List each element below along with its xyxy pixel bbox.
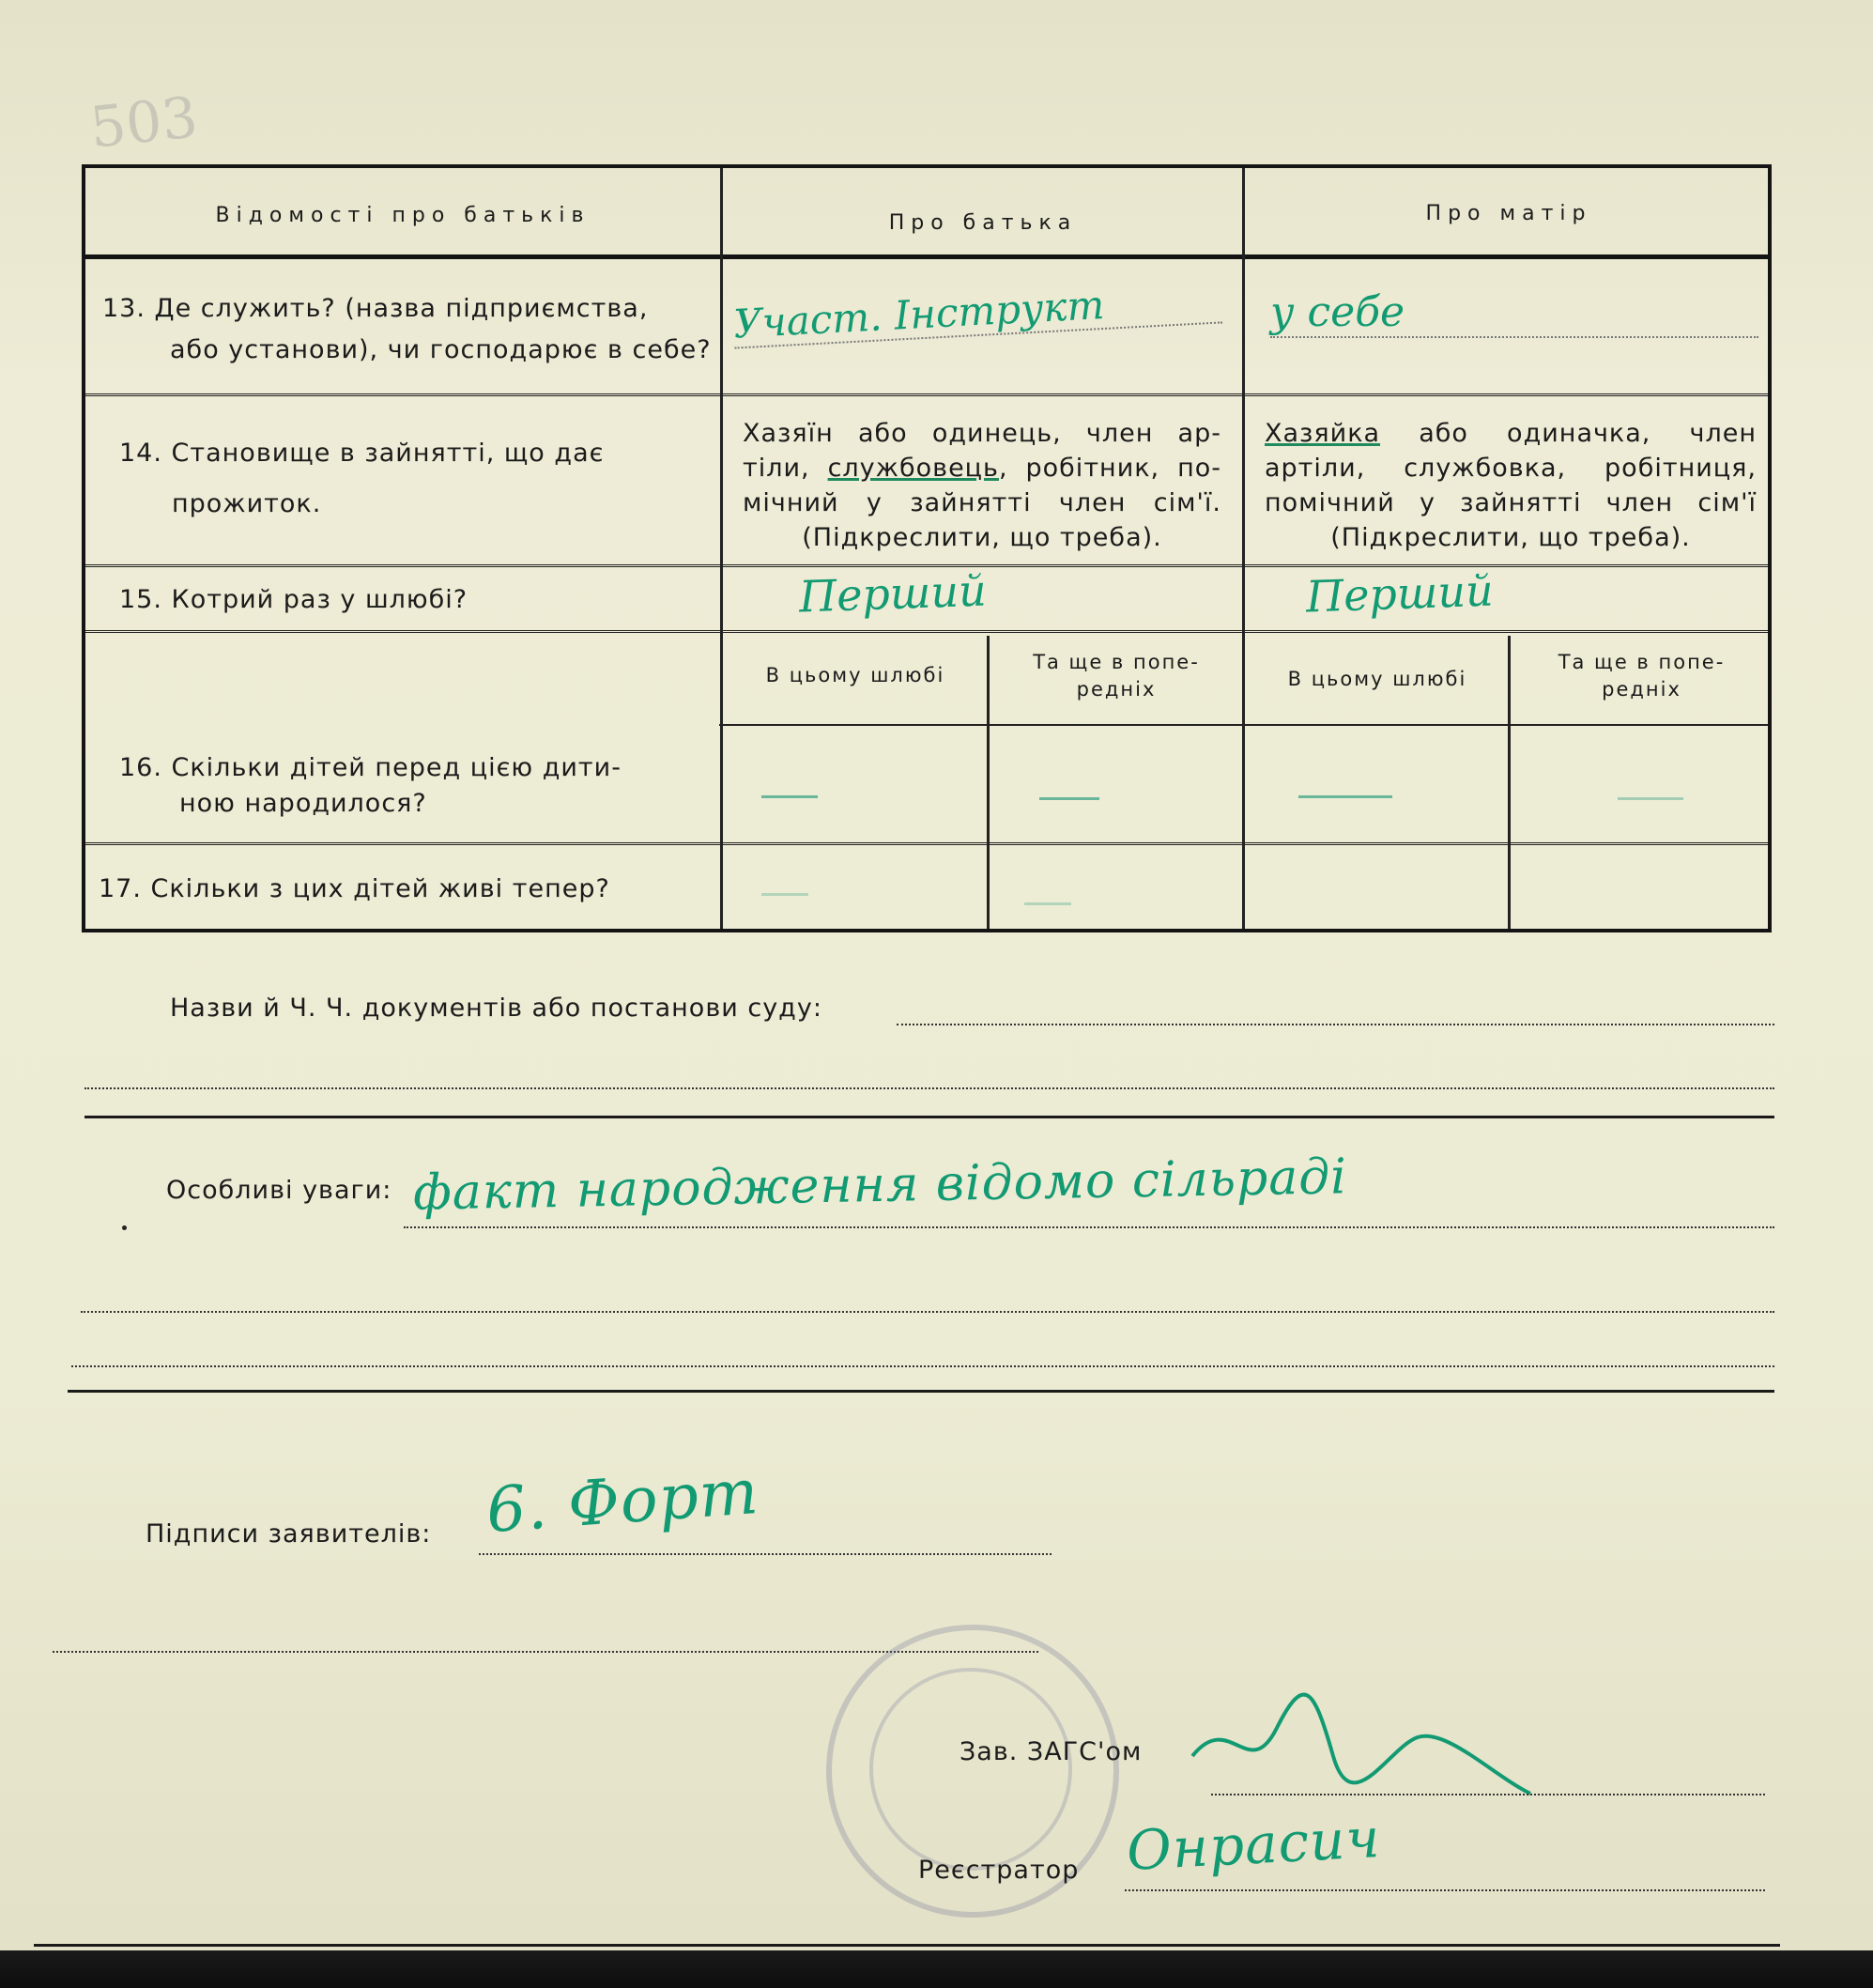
- q16-father-this-value: [761, 795, 818, 798]
- q16-label: [119, 750, 720, 822]
- header-father: Про батька: [888, 211, 1078, 235]
- remarks-field[interactable]: [404, 1226, 1774, 1228]
- registrar-signature: Онрасич: [1125, 1805, 1382, 1884]
- parents-info-table: [82, 164, 1772, 932]
- documents-field[interactable]: [897, 1024, 1774, 1025]
- q16-label-line2: ною народилося?: [179, 789, 427, 818]
- q14-label-line2: прожиток.: [172, 489, 322, 518]
- q14-father-options: [743, 416, 1221, 555]
- column-rule: [1242, 168, 1245, 929]
- q16-mother-previous-line1: Та ще в попе-: [1558, 651, 1726, 673]
- page-number: 503: [86, 85, 201, 162]
- q16-mother-previous-line2: редніх: [1602, 678, 1681, 701]
- q16-mother-this-marriage: В цьому шлюбі: [1287, 668, 1467, 690]
- section-rule: [68, 1390, 1774, 1393]
- remarks-field-line3[interactable]: [71, 1365, 1774, 1367]
- q14-label: [119, 433, 720, 525]
- applicants-signature-label: Підписи заявителів:: [146, 1519, 432, 1549]
- q15-label: 15. Котрий раз у шлюбі?: [119, 585, 468, 614]
- remarks-label: Особливі уваги:: [166, 1176, 392, 1205]
- ink-speck: [122, 1225, 127, 1230]
- documents-field-line2[interactable]: [84, 1087, 1774, 1089]
- q16-mother-previous: [1512, 649, 1772, 703]
- q14-mother-underlined: Хазяйка: [1265, 419, 1381, 448]
- row-rule: [85, 842, 1768, 848]
- q16-father-previous-value: [1039, 797, 1099, 800]
- q13-label-line2: або установи), чи господарює в себе?: [170, 335, 712, 364]
- q16-mother-this-value: [1298, 795, 1392, 798]
- q17-value: [761, 893, 808, 896]
- row-rule: [85, 630, 1768, 636]
- q14-father-before: Хазяїн або одинець, член ар-тіли,: [743, 419, 1221, 483]
- q16-mother-previous-value: [1618, 797, 1683, 800]
- bottom-rule: [34, 1944, 1780, 1947]
- header-mother: Про матір: [1425, 202, 1592, 225]
- column-rule: [720, 168, 723, 929]
- applicants-signature: 6. Форт: [484, 1455, 761, 1548]
- head-of-registry-label: Зав. ЗАГС'ом: [960, 1737, 1143, 1766]
- head-of-registry-field[interactable]: [1211, 1794, 1765, 1795]
- section-rule: [84, 1116, 1774, 1118]
- row-rule: [85, 393, 1768, 399]
- remarks-field-line2[interactable]: [81, 1311, 1774, 1313]
- q15-father-answer: Перший: [798, 564, 988, 623]
- q13-mother-answer: у себе: [1270, 288, 1758, 338]
- q17-value: [1024, 902, 1071, 905]
- registrar-label: Реєстратор: [918, 1856, 1080, 1885]
- q16-father-previous-line2: редніх: [1076, 678, 1157, 701]
- header-parents-info: Відомості про батьків: [215, 204, 591, 227]
- q13-label: [102, 288, 722, 371]
- q13-label-line1: 13. Де служить? (назва підприємства,: [102, 294, 649, 323]
- head-of-registry-signature: [1174, 1672, 1549, 1803]
- q16-father-this-marriage: В цьому шлюбі: [765, 664, 945, 686]
- q16-label-line1: 16. Скільки дітей перед цією дити-: [119, 753, 622, 782]
- applicants-signature-field[interactable]: [479, 1553, 1052, 1555]
- q14-label-line1: 14. Становище в зайнятті, що дає: [119, 439, 605, 468]
- q14-mother-options: [1265, 416, 1757, 555]
- column-rule: [987, 636, 990, 929]
- remarks-value: факт народження відомо сільраді: [412, 1148, 1348, 1222]
- q14-father-underlined: службовець: [827, 454, 999, 483]
- q16-father-previous: [990, 649, 1242, 703]
- q17-label: 17. Скільки з цих дітей живі тепер?: [99, 874, 610, 903]
- documents-label: Назви й Ч. Ч. документів або постанови суду:: [170, 994, 822, 1023]
- registrar-field[interactable]: [1125, 1889, 1765, 1891]
- q14-mother-after: або одиначка, член артіли, службовка, робітниця, помічний у зайнятті член сім'ї (Підкреслити, що треба).: [1265, 419, 1757, 552]
- q16-father-previous-line1: Та ще в попе-: [1033, 651, 1200, 673]
- q14-father-after: , робітник, по-мічний у зайнятті член сім'ї. (Підкреслити, що треба).: [743, 454, 1221, 552]
- q15-mother-answer: Перший: [1305, 564, 1495, 623]
- q13-father-answer: Участ. Інструкт: [732, 275, 1222, 348]
- header-rule: [85, 254, 1768, 259]
